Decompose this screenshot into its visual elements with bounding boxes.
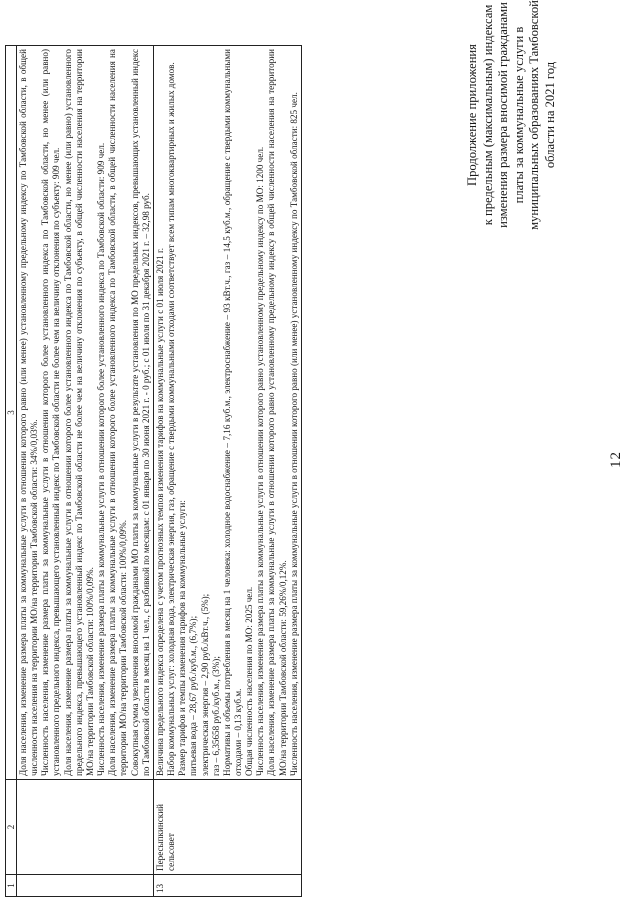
paragraph: Численность населения, изменение размера платы за коммунальные услуги в отношении которого более установленного индекса по Тамбовской области: 909 чел. (96, 142, 107, 776)
paragraph: газ – 6,35658 руб./куб.м., (3%); (210, 656, 221, 776)
row-number-cell: 13 (153, 875, 301, 897)
municipality-cell (17, 780, 154, 875)
paragraph: Доля населения, изменение размера платы за коммунальные услуги в отношении которого равно (или менее) установленному предельному индексу по Тамбовской области, в общей численности населения на территории МО/на территории Тамбовской области: 34%/0,03%. (18, 49, 40, 776)
paragraph: Численность населения, изменение размера платы за коммунальные услуги в отношении которого равно (или менее) установленному индексу по Тамбовской области: 825 чел. (288, 92, 299, 776)
header-line: области на 2021 год (542, 61, 557, 169)
table-row (153, 46, 301, 897)
table-row (17, 46, 154, 897)
paragraph: Совокупная сумма увеличения вносимой гражданами МО платы за коммунальные услуги в результате установления по МО предельных индексов, превышающих установленный индекс по Тамбовской области в месяц на 1 чел., с разбивкой по месяцам: с 01 января по 30 июня 2021 г. - 0 руб.; с 01 июля по 31 декабря 2021 г. – 32,98 руб. (129, 49, 151, 776)
header-line: изменения размера вносимой гражданами (496, 2, 510, 228)
paragraph: Размер тарифов и темпы изменения тарифов на коммунальные услуги: (177, 500, 188, 776)
appendix-header (465, 0, 558, 245)
paragraph: электрическая энергия – 2,90 руб./кВт.ч., (5%); (199, 593, 210, 776)
column-number-2: 2 (6, 780, 17, 875)
header-line: Продолжение приложения (465, 44, 479, 186)
row-number-cell (17, 875, 154, 897)
column-number-3: 3 (6, 46, 17, 780)
paragraph: Численность населения, изменение размера платы за коммунальные услуги в отношении которого более установленного индекса по Тамбовской области, но менее (или равно) установленного предельного индекса, превышающего установленный индекс по Тамбовской области не более чем на величину отклонения по субъекту: 909 чел. (40, 49, 62, 776)
indices-table (5, 45, 302, 897)
paragraph: Доля населения, изменение размера платы за коммунальные услуги в отношении которого более установленного индекса по Тамбовской области, в общей численности населения на территории МО/на территории Тамбовской области: 100%/0,09%. (107, 49, 129, 776)
header-line: платы за коммунальные услуги в (511, 26, 526, 204)
column-number-1: 1 (6, 875, 17, 897)
header-line: муниципальных образованиях Тамбовской (527, 0, 541, 230)
header-line: к предельным (максимальным) индексам (480, 4, 495, 226)
paragraph: Набор коммунальных услуг: холодная вода, электрическая энергия, газ, обращение с твердыми коммунальными отходами соответствует всем типам многоквартирных и жилых домов. (166, 62, 177, 776)
municipality-cell: Пересыпкинский сельсовет (153, 780, 301, 875)
paragraph: Доля населения, изменение размера платы за коммунальные услуги в отношении которого более установленного индекса по Тамбовской области, но менее (или равно) установленного предельного индекса, превышающего установленный индекс по Тамбовской области не более чем на величину отклонения по субъекту, в общей численности населения на территории МО/на территории Тамбовской области: 100%/0,09%. (62, 49, 95, 776)
paragraph: питьевая вода – 28,67 руб./куб.м., (6,7%); (188, 615, 199, 776)
paragraph: Величина предельного индекса определена с учетом прогнозных темпов изменения тарифов на коммунальные услуги с 01 июля 2021 г. (154, 248, 165, 776)
description-cell (153, 46, 301, 780)
paragraph: Численность населения, изменение размера платы за коммунальные услуги в отношении которого равно установленному предельному индексу по МО: 1200 чел. (255, 146, 266, 776)
paragraph: Доля населения, изменение размера платы за коммунальные услуги в отношении которого равно установленному предельному индексу в общей численности населения на территории МО/на территории Тамбовской области: 59,26%/0,12%. (266, 49, 288, 776)
description-cell (17, 46, 154, 780)
paragraph: Нормативы и объемы потребления в месяц на 1 человека: холодное водоснабжение – 7,16 куб.м., электроснабжение – 93 кВт.ч., газ – 14,5 куб.м., обращение с твердыми коммунальными отходами – 0,13 куб.м. (221, 49, 243, 776)
table-header-row (6, 46, 17, 897)
page-number: 12 (608, 451, 624, 468)
paragraph: Общая численность населения по МО: 2025 чел. (244, 586, 255, 776)
